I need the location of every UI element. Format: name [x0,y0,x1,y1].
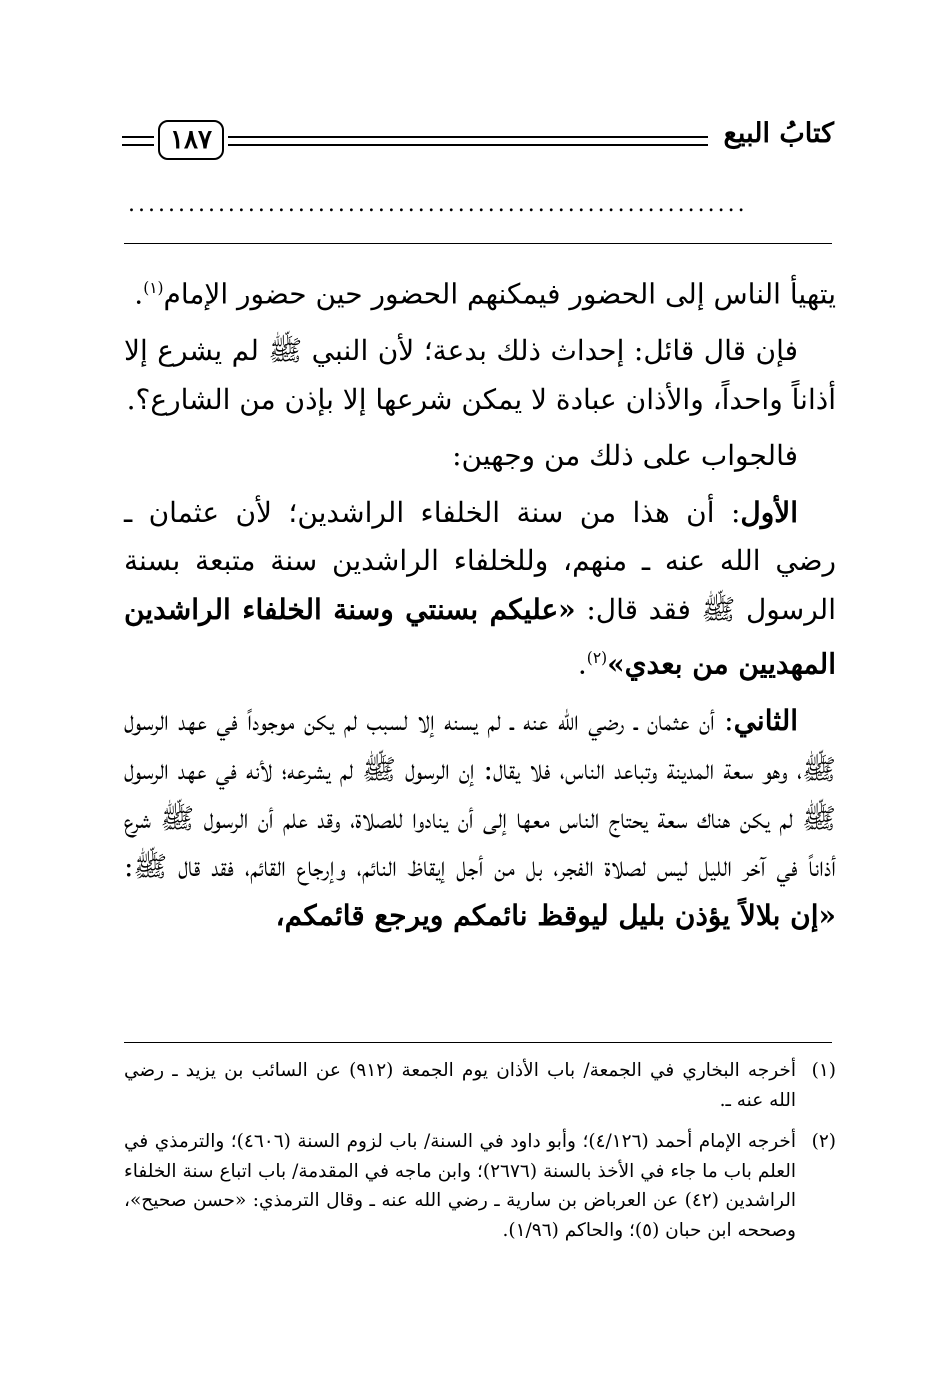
header-rule-left-bottom [122,144,154,146]
paragraph: فالجواب على ذلك من وجهين: [452,439,798,473]
footnote-text: أخرجه البخاري في الجمعة/ باب الأذان يوم الجمعة (٩١٢) عن السائب بن يزيد ـ رضي الله عنه ـ. [124,1060,796,1111]
footnote-number: (٢) [811,1131,836,1152]
page-header [122,116,834,168]
chapter-title: كتابُ البيع [723,118,834,149]
hadith-quote: «إن بلالاً يؤذن بليل ليوقظ نائمكم ويرجع قائمكم، [275,898,836,932]
footnote-number: (١) [811,1060,836,1081]
header-rule-right-bottom [228,144,708,146]
footnote [124,1127,836,1245]
footnote-ref: (٢) [586,649,608,668]
header-rule-left-top [122,136,154,138]
header-rule-right-top [228,136,708,138]
point-label: الأول [740,495,798,529]
footnote-text: أخرجه الإمام أحمد (٤/١٢٦)؛ وأبو داود في السنة/ باب لزوم السنة (٤٦٠٦)؛ والترمذي في العلم باب ما جاء في الأخذ بالسنة (٢٦٧٦)؛ وابن ماجه في المقدمة/ باب اتباع سنة الخلفاء الراشدين (٤٢) عن العرباض بن سارية ـ رضي الله عنه ـ وقال الترمذي: «حسن صحيح»، وصححه ابن حبان (٥)؛ والحاكم (١/٩٦). [124,1131,797,1241]
header-separator-line [124,243,832,244]
point-label: الثاني [733,704,798,738]
footnotes [124,1056,836,1257]
main-text [124,264,836,940]
paragraph: فإن قال قائل: إحداث ذلك بدعة؛ لأن النبي ﷺ لم يشرع إلا أذاناً واحداً، والأذان عبادة لا يمكن شرعها إلا بإذن من الشارع؟. [124,333,836,416]
paragraph: يتهيأ الناس إلى الحضور فيمكنهم الحضور حين حضور الإمام$^{(١)}$. [134,277,836,311]
dotted-separator: .............................................................. [128,194,748,216]
footnote [124,1056,836,1115]
paragraph: الأول: أن هذا من سنة الخلفاء الراشدين؛ لأن عثمان ـ رضي الله عنه ـ منهم، وللخلفاء الراشدين سنة متبعة بسنة الرسول ﷺ فقد قال: «عليكم بسنتي وسنة الخلفاء الراشدين المهديين من بعدي»$^{(٢)}$. [124,495,836,681]
paragraph: الثاني: أن عثمان ـ رضي الله عنه ـ لم يسنه إلا لسبب لم يكن موجوداً في عهد الرسول ﷺ، وهو سعة المدينة وتباعد الناس، فلا يقال: إن الرسول ﷺ لم يشرعه؛ لأنه في عهد الرسول ﷺ لم يكن هناك سعة يحتاج الناس معها إلى أن ينادوا للصلاة، وقد علم أن الرسول ﷺ شرع أذاناً في آخر الليل ليس لصلاة الفجر، بل من أجل إيقاظ النائم، وإرجاع القائم، فقد قال ﷺ: «إن بلالاً يؤذن بليل ليوقظ نائمكم ويرجع قائمكم، [124,704,836,932]
footnote-separator-line [124,1042,832,1043]
footnote-ref: (١) [143,279,164,297]
page-number: ١٨٧ [158,120,224,160]
hadith-quote: «عليكم بسنتي وسنة الخلفاء الراشدين المهديين من بعدي» [124,592,836,681]
